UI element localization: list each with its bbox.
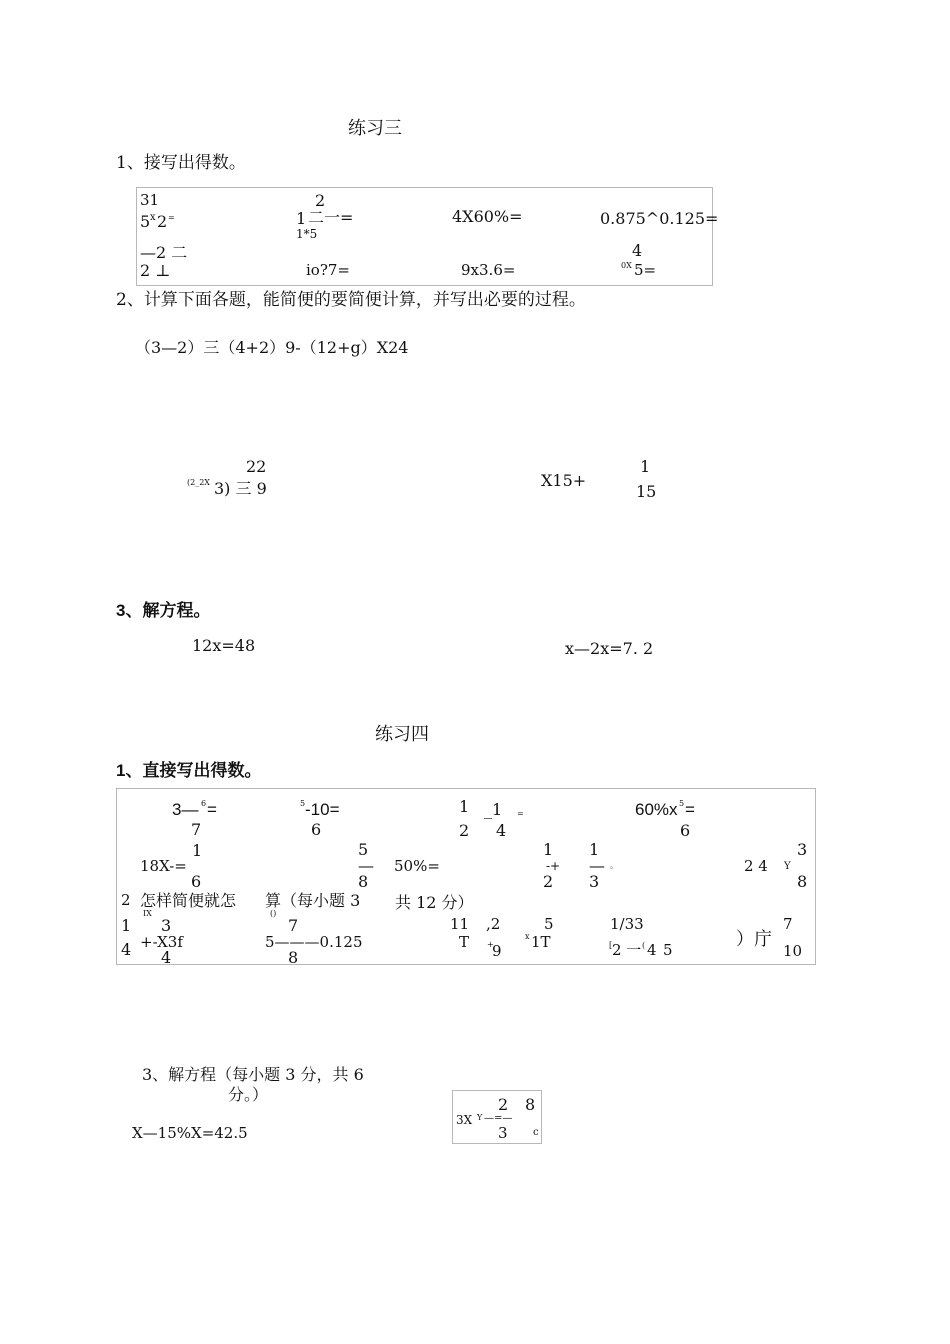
ex4-r1-item: 1 [459, 797, 470, 816]
ex4-r4-item: ( [642, 941, 646, 950]
ex4-r1-item: 3— [172, 800, 199, 819]
ex3-q1-item: 2 ⊥ [140, 261, 171, 280]
ex4-r4-item: 11 [450, 915, 470, 933]
ex4-r4-item: ,2 [486, 915, 501, 933]
ex4-r1-item: _1 [484, 800, 503, 819]
ex3-q1-heading: 1、接写出得数。 [116, 153, 246, 173]
ex4-r2-item: 6 [191, 872, 202, 891]
ex3-q2-b-main: X15+ [541, 471, 587, 490]
ex3-q2-heading: 2、计算下面各题，能简便的要简便计算，并写出必要的过程。 [116, 290, 586, 310]
ex4-r2-item: — [358, 856, 374, 875]
ex4-r3-item: () [270, 909, 277, 918]
ex4-r4-item: 1T [531, 933, 551, 951]
ex4-r1-item: 60%x [635, 800, 678, 819]
ex3-q1-item: = [168, 213, 175, 222]
ex3-q1-item: 1*5 [296, 227, 318, 241]
ex4-r4-item: 9 [492, 942, 502, 960]
ex4-r4-item: 7 [288, 916, 299, 935]
ex4-r4-item: 4 [121, 940, 132, 959]
ex4-r2-item: — [589, 856, 605, 875]
ex4-r1-item: 6 [680, 821, 691, 840]
ex4-r1-item: 6 [201, 799, 207, 808]
ex4-q1-heading: 1、直接写出得数。 [116, 761, 262, 780]
ex4-r1-item: 4 [496, 821, 507, 840]
ex4-r2-item: 2 4 [744, 857, 768, 875]
ex4-r1-item: 7 [191, 820, 202, 839]
ex4-r1-item: 5 [679, 799, 685, 808]
ex4-eq2-item: 3X [456, 1113, 473, 1127]
ex3-q1-item: 0.875^0.125= [600, 209, 719, 228]
ex3-q1-item: —2 二 [140, 243, 188, 262]
ex4-q3-heading-line1: 3、解方程（每小题 3 分，共 6 [142, 1065, 364, 1084]
ex4-r2-item: 18X-= [140, 857, 187, 875]
ex4-q3-heading-line2: 分。） [228, 1085, 269, 1104]
ex3-q1-item: 4 [632, 241, 643, 260]
ex4-r4-item: 4 [647, 941, 657, 959]
ex4-r4-item: 4 [161, 948, 172, 967]
ex4-r2-item: Y [784, 861, 791, 872]
ex4-r2-item: -+ [546, 859, 561, 873]
ex4-r4-item: [ [609, 941, 613, 950]
ex4-r4-item: ）庁 [736, 929, 772, 949]
ex3-q2-b-num: 1 [640, 457, 651, 476]
ex3-q3-heading: 3、解方程。 [116, 601, 211, 620]
ex3-q1-item: 二一= [308, 208, 354, 227]
ex3-q1-item: 9x3.6= [461, 261, 516, 279]
ex4-r2-item: 1 [589, 840, 600, 859]
ex4-r3-item: 共 12 分） [395, 893, 474, 912]
ex4-r2-item: 5 [358, 840, 369, 859]
ex4-r1-item: = [685, 800, 695, 819]
ex3-q1-item: 4X60%= [452, 207, 523, 226]
ex3-q1-item: 1 [296, 209, 307, 228]
ex4-r4-item: 5 [544, 915, 554, 933]
ex4-r4-item: 5———0.125 [265, 933, 363, 951]
ex4-r1-item: 5 [300, 799, 306, 808]
ex4-eq2-item: 3 [498, 1124, 508, 1142]
ex4-r4-item: 2 一 [612, 941, 642, 959]
exercise-4-title: 练习四 [375, 724, 429, 745]
ex4-r2-item: 8 [797, 872, 808, 891]
ex4-r4-item: 7 [783, 915, 793, 933]
ex4-r2-item: 3 [589, 872, 600, 891]
ex4-eq2-item: 8 [525, 1095, 536, 1114]
ex3-q1-item: io?7= [306, 261, 350, 279]
ex4-eq2-item: —=— [484, 1113, 513, 1124]
ex4-r3-item: 算（每小题 3 [265, 891, 361, 910]
ex3-q1-item: 2 [315, 191, 326, 210]
ex4-eq2-item: c [533, 1127, 539, 1138]
ex4-r1-item: = [207, 800, 217, 819]
ex4-r2-item: 2 [543, 872, 554, 891]
ex4-r4-item: 5 [663, 941, 673, 959]
ex4-r4-item: 8 [288, 948, 299, 967]
ex4-r1-item: = [517, 809, 524, 818]
ex3-q2-a-main: 3) 三 9 [214, 479, 267, 498]
ex4-r2-item: 3 [797, 840, 808, 859]
ex4-eq2-item: Y [477, 1113, 483, 1122]
ex3-q2-a-small: (2_2X [187, 478, 210, 487]
ex3-q2-a-top: 22 [246, 457, 267, 476]
ex4-r2-item: 。 [610, 861, 618, 870]
ex4-eq2-item: 2 [498, 1095, 509, 1114]
ex4-r2-item: 1 [192, 841, 203, 860]
ex3-q1-item: 2 [157, 212, 168, 231]
ex3-q1-item: 31 [140, 191, 160, 209]
ex3-q1-item: 0X [621, 261, 632, 270]
ex4-r4-item: 1/33 [610, 915, 644, 933]
ex4-r1-item: 6 [311, 820, 322, 839]
ex4-r2-item: 50%= [394, 857, 440, 875]
ex4-r3-item: 2 [121, 891, 131, 909]
ex4-r4-item: 3 [161, 916, 172, 935]
ex4-r2-item: 1 [543, 840, 554, 859]
ex4-r3-item: 怎样简便就怎 [140, 891, 237, 910]
ex4-r3-item: IX [143, 909, 152, 918]
exercise-3-title: 练习三 [348, 118, 402, 139]
ex4-r4-item: + [487, 940, 494, 949]
ex4-r4-item: x [525, 932, 530, 941]
ex4-r1-item: 2 [459, 821, 470, 840]
ex4-r2-item: 8 [358, 872, 369, 891]
ex4-r4-item: 1 [121, 916, 132, 935]
ex3-q1-item: 5 [140, 212, 151, 231]
ex3-q1-answer-box [136, 187, 713, 286]
ex3-q1-item: x [150, 212, 156, 223]
ex3-q2-line1: （3—2）三（4+2）9-（12+g）X24 [135, 338, 409, 357]
ex4-r4-item: T [459, 933, 470, 951]
ex3-eq2: x—2x=7. 2 [565, 639, 654, 658]
ex3-q2-b-den: 15 [636, 482, 657, 501]
ex4-r4-item: 10 [783, 942, 803, 960]
ex4-r4-item: +-X3f [140, 933, 183, 951]
ex3-q1-item: 5= [634, 261, 657, 279]
ex3-eq1: 12x=48 [192, 636, 256, 655]
ex4-r1-item: -10= [305, 800, 340, 819]
ex4-eq1: X—15%X=42.5 [132, 1124, 248, 1142]
